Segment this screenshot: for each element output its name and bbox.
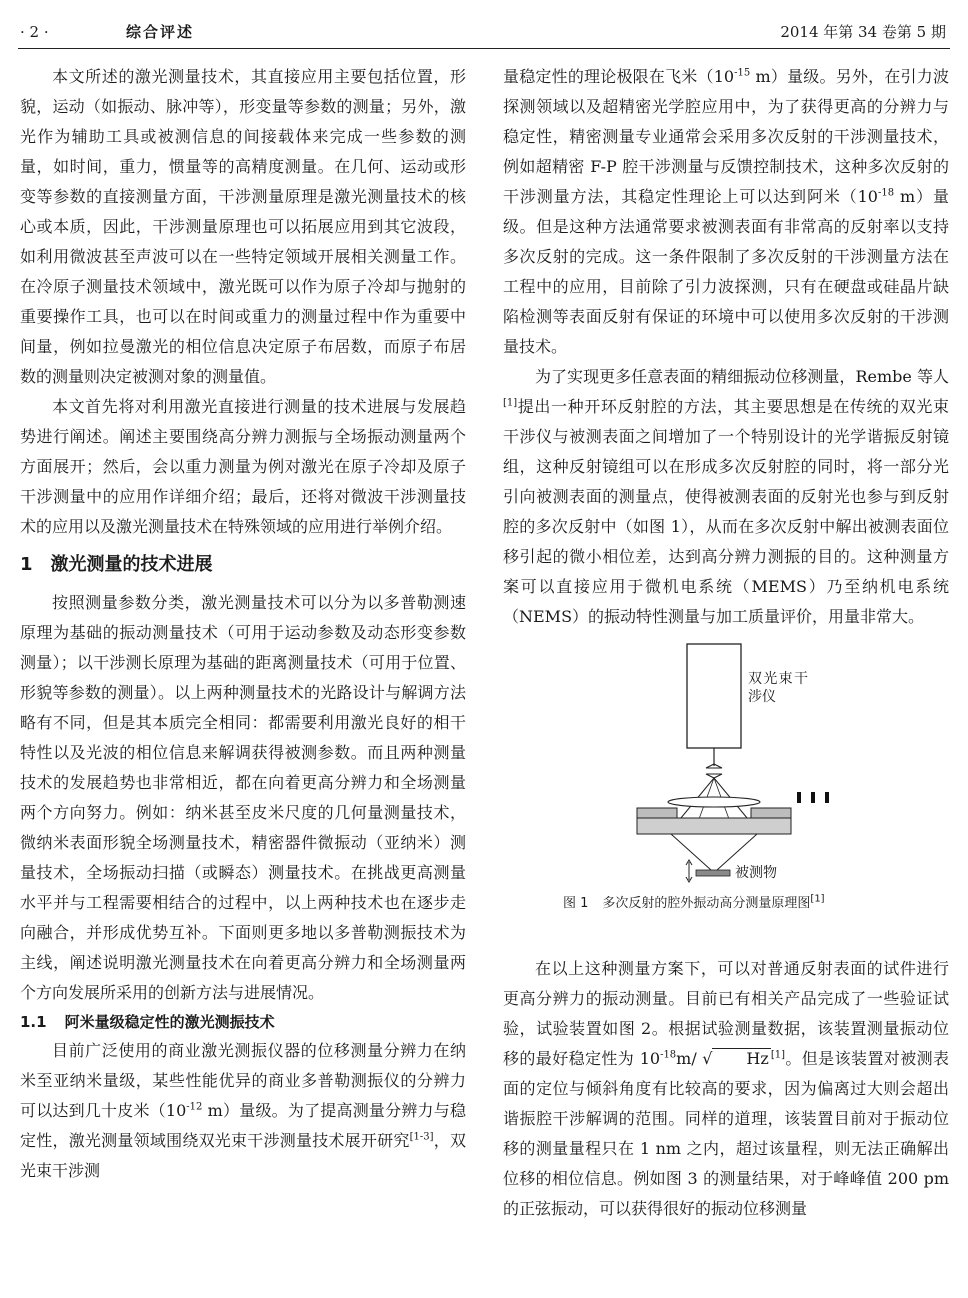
- journal-issue: 2014 年第 34 卷第 5 期: [780, 23, 946, 41]
- exponent: -18: [660, 1049, 677, 1061]
- paragraph: 按照测量参数分类，激光测量技术可以分为以多普勒测速原理为基础的振动测量技术（可用于运动参数及动态形变参数测量）；以干涉测长原理为基础的距离测量技术（可用于位置、形貌等参数的测量）。以上两种测量技术的光路设计与解调方法略有不同，但是其本质完全相同：都需要利用激光良好的相干特性以及光波的相位信息来解调获得被测参数。而且两种测量技术的发展趋势也非常相近，都在向着更高分辨力和全场测量两个方向努力。例如：纳米甚至皮米尺度的几何量测量技术，微纳米表面形貌全场测量技术，精密器件微振动（亚纳米）测量技术，全场振动扫描（或瞬态）测量技术。在挑战更高测量水平并与工程需要相结合的过程中，以上两种技术也在逐步走向融合，并形成优势互补。下面则更多地以多普勒测振技术为主线，阐述说明激光测量技术在向着更高分辨力和全场测量两个方向发展所采用的创新方法与进展情况。: [20, 593, 466, 1002]
- paragraph: [503, 362, 949, 632]
- paragraph: 本文首先将对利用激光直接进行测量的技术进展与发展趋势进行阐述。阐述主要围绕高分辨力测振与全场振动测量两个方面展开；然后，会以重力测量为例对激光在原子冷却及原子干涉测量中的应用作详细介绍；最后，还将对微波干涉测量技术的应用以及激光测量技术在特殊领域的应用进行举例介绍。: [20, 397, 466, 536]
- exponent: -15: [734, 67, 751, 79]
- lens: [668, 797, 760, 807]
- paragraph: [20, 1036, 466, 1186]
- unit: m/: [676, 1049, 697, 1068]
- small-lens: [706, 774, 722, 778]
- ellipsis-mark: [811, 792, 815, 803]
- page-header: [18, 18, 950, 49]
- section-title: 激光测量的技术进展: [50, 554, 213, 575]
- sqrt-hz: Hz: [712, 1048, 770, 1069]
- text-run: 目前广泛使用的商业激光测振仪器的位移测量分辨力在纳米至亚纳米量级，某些性能优异的商业多普勒测振仪的分辨力可以达到几十皮米（10: [20, 1041, 466, 1120]
- paragraph: 本文所述的激光测量技术，其直接应用主要包括位置，形貌，运动（如振动、脉冲等），形变量等参数的测量；另外，激光作为辅助工具或被测信息的间接载体来完成一些参数的测量，如时间，重力，惯量等的高精度测量。在几何、运动或形变等参数的直接测量方面，干涉测量原理是激光测量技术的核心或本质，因此，干涉测量原理也可以拓展应用到其它波段，如利用微波甚至声波可以在一些特定领域开展相关测量工作。在冷原子测量技术领域中，激光既可以作为原子冷却与抛射的重要操作工具，也可以在时间或重力的测量过程中作为重要中间量，例如拉曼激光的相位信息决定原子布居数，而原子布居数的测量则决定被测对象的测量值。: [20, 67, 466, 386]
- figure-1-diagram: [503, 640, 949, 890]
- subsection-number: 1.1: [20, 1013, 47, 1031]
- page-number: · 2 ·: [20, 23, 49, 41]
- paragraph: [503, 62, 949, 362]
- instrument-label: 双光束干涉仪: [748, 671, 808, 705]
- subsection-title: 阿米量级稳定性的激光测振技术: [64, 1013, 275, 1031]
- citation: [1-3]: [409, 1131, 434, 1143]
- exponent: -18: [877, 187, 895, 199]
- text-run: m）量级。为了提高测量分辨力与稳定性，激光测量领域围绕双光束干涉测量技术展开研究: [20, 1101, 466, 1150]
- ellipsis-mark: [825, 792, 829, 803]
- section-number: 1: [20, 554, 33, 575]
- citation: [1]: [810, 893, 825, 905]
- section-label: 综合评述: [126, 23, 195, 41]
- text-run: 为了实现更多任意表面的精细振动位移测量，Rembe 等人: [535, 367, 949, 386]
- mirror-plate-left-top: [637, 808, 677, 818]
- citation: [1]: [770, 1049, 785, 1061]
- section-heading: [20, 550, 466, 580]
- test-object: [696, 870, 730, 876]
- ellipsis-mark: [797, 792, 801, 803]
- figure-1: [503, 640, 949, 950]
- text-run: ，双光束干涉测: [20, 1131, 466, 1180]
- text-run: 提出一种开环反射腔的方法，其主要思想是在传统的双光束干涉仪与被测表面之间增加了一个特别设计的光学谐振反射镜组，这种反射镜组可以在形成多次反射腔的同时，将一部分光引向被测表面的测量点，使得被测表面的反射光也参与到反射腔的多次反射中（如图 1），从而在多次反射中解出被测表面位移引起的微小相位差，达到高分辨力测振的目的。这种测量方案可以直接应用于微机电系统（MEMS）乃至纳机电系统（NEMS）的振动特性测量与加工质量评价，用量非常大。: [503, 397, 949, 626]
- text-run: 在以上这种测量方案下，可以对普通反射表面的试件进行更高分辨力的振动测量。目前已有相关产品完成了一些验证试验，试验装置如图 2。根据试验测量数据，该装置测量振动位移的最好稳定性为 10: [503, 959, 949, 1068]
- text-run: 量稳定性的理论极限在飞米（10: [503, 67, 735, 86]
- mirror-plate-bottom: [637, 818, 791, 834]
- figure-caption: [563, 894, 825, 914]
- text-run: m）量级。但是这种方法通常要求被测表面有非常高的反射率以支持多次反射的完成。这一条件限制了多次反射的干涉测量方法在工程中的应用，目前除了引力波探测，只有在硬盘或硅晶片缺陷检测等表面反射有保证的环境中可以使用多次反射的干涉测量技术。: [503, 187, 949, 356]
- paragraph: 在以上这种测量方案下，可以对普通反射表面的试件进行更高分辨力的振动测量。目前已有相关产品完成了一些验证试验，试验装置如图 2。根据试验测量数据，该装置测量振动位移的最好稳定性为 $10^{-18}m/$ √ Hz [1]。但是该装置对被测表面的定位与倾斜角度有比较高的要求，因为偏离过大则会超出谐振腔干涉解调的范围。同样的道理，该装置目前对于振动位移的测量量程只在 1 nm 之内，超过该量程，则无法正确解出位移的相位信息。例如图 3 的测量结果，对于峰峰值 200 pm 的正弦振动，可以获得很好的振动位移测量: [503, 959, 949, 1218]
- caption-number: 图 1: [563, 896, 589, 911]
- citation: [1]: [503, 397, 518, 409]
- right-column: [503, 62, 949, 1224]
- mirror-plate-right-top: [751, 808, 791, 818]
- exponent: -12: [186, 1101, 203, 1113]
- interferometer-box: [687, 644, 741, 748]
- left-column: [20, 62, 466, 1186]
- subsection-heading: [20, 1008, 466, 1036]
- caption-text: 多次反射的腔外振动高分测量原理图: [602, 896, 811, 911]
- object-label: 被测物: [735, 865, 777, 881]
- text-run: m）量级。另外，在引力波探测领域以及超精密光学腔应用中，为了获得更高的分辨力与稳定性，精密测量专业通常会采用多次反射的干涉测量技术，例如超精密 F-P 腔干涉测量与反馈控制技术，这种多次反射的干涉测量方法，其稳定性理论上可以达到阿米（10: [503, 67, 949, 206]
- text-run: 。但是该装置对被测表面的定位与倾斜角度有比较高的要求，因为偏离过大则会超出谐振腔干涉解调的范围。同样的道理，该装置目前对于振动位移的测量量程只在 1 nm 之内，超过该量程，则无法正确解出位移的相位信息。例如图 3 的测量结果，对于峰峰值 200 pm 的正弦振动，可以获得很好的振动位移测量: [503, 1049, 949, 1218]
- beam-ray: [671, 834, 711, 870]
